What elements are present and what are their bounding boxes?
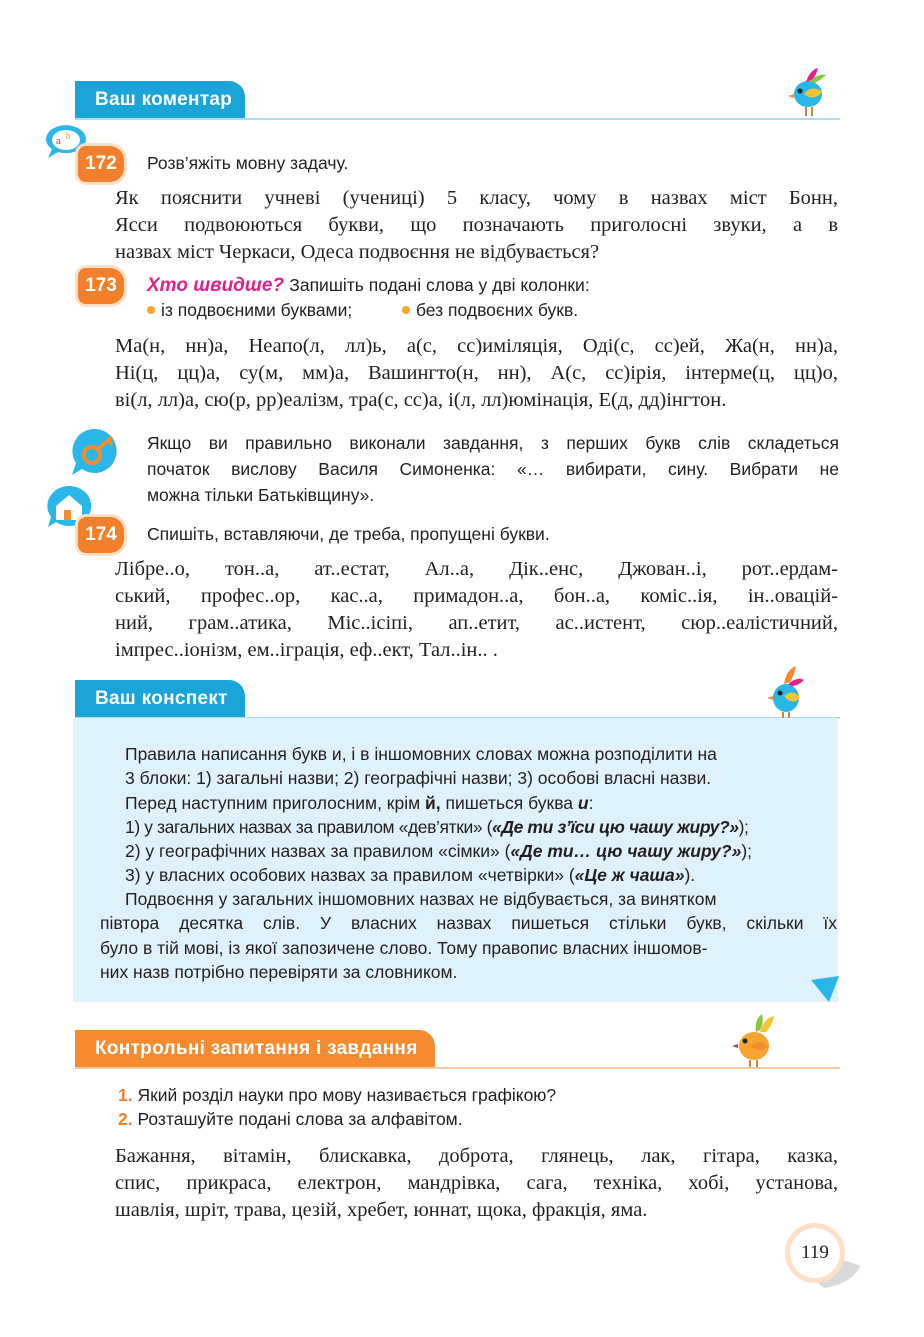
exercise-text — [115, 185, 838, 266]
bullet-icon — [402, 306, 410, 314]
notes-text: Перед наступним приголосним, крім — [125, 793, 421, 813]
text-line: ський, профес..ор, кас..а, примадон..а, бон..а, коміс..ія, ін..овацій- — [115, 585, 838, 607]
text-line: ний, грам..атика, Міс..ісіпі, ап..етит, ас..истент, сюр..еалістичний, — [115, 612, 838, 634]
notes-paragraph — [100, 936, 837, 961]
section-rule — [75, 118, 840, 120]
notes-paragraph — [100, 911, 837, 936]
notes-rule-1 — [125, 815, 890, 840]
text-line: шавлія, шріт, трава, цезій, хребет, юннат, щока, фракція, яма. — [115, 1199, 648, 1221]
text-line: Лібре..о, тон..а, ат..естат, Ал..а, Дік..енс, Джован..і, рот..ердам- — [115, 558, 838, 580]
quick-heading: Хто швидше? — [147, 275, 284, 296]
question-2 — [118, 1107, 463, 1131]
notes-text: ). — [684, 865, 696, 885]
section-banner-notes — [75, 680, 245, 718]
notes-line: них назв потрібно перевіряти за словником. — [100, 962, 458, 982]
question-text: Розташуйте подані слова за алфавітом. — [137, 1109, 463, 1129]
notes-line: 3 блоки: 1) загальні назви; 2) географічні назви; 3) особові власні назви. — [125, 768, 712, 788]
notes-text: ); — [738, 817, 749, 837]
notes-text: : — [588, 793, 594, 813]
exercise-number: 173 — [78, 268, 124, 304]
hint-line: Якщо ви правильно виконали завдання, з перших букв слів складеться — [147, 433, 839, 453]
text-line: імпрес..іонізм, ем..іграція, еф..ект, Тал..ін.. . — [115, 639, 498, 661]
notes-text: 1) у загальних назвах за правилом «дев’ятки» ( — [125, 817, 493, 837]
notes-paragraph — [100, 960, 837, 985]
hint-line: можна тільки Батьківщину». — [147, 485, 375, 505]
section-rule — [75, 1067, 840, 1069]
bird-icon — [782, 64, 838, 120]
notes-rule-intro — [125, 791, 890, 816]
text-line: спис, прикраса, електрон, мандрівка, сага, техніка, хобі, установа, — [115, 1172, 838, 1194]
notes-paragraph — [125, 766, 837, 791]
corner-flag-icon — [811, 974, 839, 1002]
exercise-number: 174 — [78, 517, 124, 553]
exercise-instruction: Спишіть, вставляючи, де треба, пропущені букви. — [147, 524, 550, 544]
section-title: Ваш коментар — [95, 89, 233, 110]
column-options — [147, 297, 578, 323]
question-1 — [118, 1083, 556, 1107]
notes-box — [73, 718, 838, 1002]
question-number: 1. — [118, 1085, 133, 1105]
exercise-text — [115, 556, 838, 664]
key-icon — [68, 425, 128, 477]
notes-paragraph — [125, 742, 837, 767]
option-doubled: із подвоєними буквами; — [161, 300, 353, 320]
exercise-instruction: Запишіть подані слова у дві колонки: — [289, 275, 590, 295]
text-line: Бажання, вітамін, блискавка, доброта, глянець, лак, гітара, казка, — [115, 1145, 838, 1167]
exercise-number: 172 — [78, 146, 124, 182]
svg-text:a: a — [56, 135, 61, 147]
notes-bold: й, — [424, 793, 441, 813]
section-title: Контрольні запитання і завдання — [95, 1038, 418, 1059]
notes-rule-2 — [125, 839, 890, 864]
notes-mnemonic: «Де ти… цю чашу жиру?» — [510, 841, 742, 861]
notes-line: було в тій мові, із якої запозичене слово. Тому правопис власних іншомов- — [100, 938, 708, 958]
notes-bold-italic: и — [577, 793, 589, 813]
notes-rule-3 — [125, 863, 890, 888]
notes-mnemonic: «Де ти з’їси цю чашу жиру?» — [492, 817, 739, 837]
bullet-icon — [147, 306, 155, 314]
exercise-heading — [147, 272, 590, 299]
svg-text:b: b — [66, 131, 71, 141]
bird-icon — [730, 1006, 780, 1068]
question-number: 2. — [118, 1109, 133, 1129]
notes-line: півтора десятка слів. У власних назвах пишеться стільки букв, скільки їх — [100, 913, 837, 933]
page-number: 119 — [790, 1228, 840, 1278]
section-banner-control — [75, 1030, 435, 1068]
section-title: Ваш конспект — [95, 688, 228, 709]
text-line: назвах міст Черкаси, Одеса подвоєння не відбувається? — [115, 241, 600, 263]
question-text: Який розділ науки про мову називається графікою? — [137, 1085, 557, 1105]
notes-mnemonic: «Це ж чаша» — [574, 865, 685, 885]
notes-text: пишеться буква — [445, 793, 574, 813]
section-banner-comment — [75, 81, 245, 119]
key-hint — [147, 430, 839, 508]
notes-text: 3) у власних особових назвах за правилом «четвірки» ( — [125, 865, 575, 885]
text-line: Ма(н, нн)а, Неапо(л, лл)ь, а(с, сс)иміляція, Оді(с, сс)ей, Жа(н, нн)а, — [115, 335, 838, 357]
notes-text: ); — [741, 841, 753, 861]
hint-line: початок вислову Василя Симоненка: «… вибирати, сину. Вибрати не — [147, 459, 839, 479]
exercise-text — [115, 333, 838, 414]
text-line: Яcси подвоюються букви, що позначають приголосні звуки, а в — [115, 214, 838, 236]
bird-icon — [764, 660, 810, 720]
text-line: Як пояснити учневі (учениці) 5 класу, чому в назвах міст Бонн, — [115, 187, 838, 209]
option-not-doubled: без подвоєних букв. — [415, 300, 579, 320]
notes-line: Правила написання букв и, і в іншомовних словах можна розподілити на — [125, 744, 717, 764]
text-line: Ні(ц, цц)а, су(м, мм)а, Вашингто(н, нн), А(с, сс)ірія, інтерме(ц, цц)о, — [115, 362, 838, 384]
exercise-text — [115, 1143, 838, 1224]
exercise-instruction: Розв’яжіть мовну задачу. — [147, 153, 349, 173]
notes-line: Подвоєння у загальних іншомовних назвах не відбувається, за винятком — [125, 889, 717, 909]
notes-paragraph — [125, 887, 837, 912]
text-line: ві(л, лл)а, сю(р, рр)еалізм, тра(с, сс)а, і(л, лл)юмінація, Е(д, дд)інгтон. — [115, 389, 727, 411]
notes-text: 2) у географічних назвах за правилом «сімки» ( — [125, 841, 511, 861]
